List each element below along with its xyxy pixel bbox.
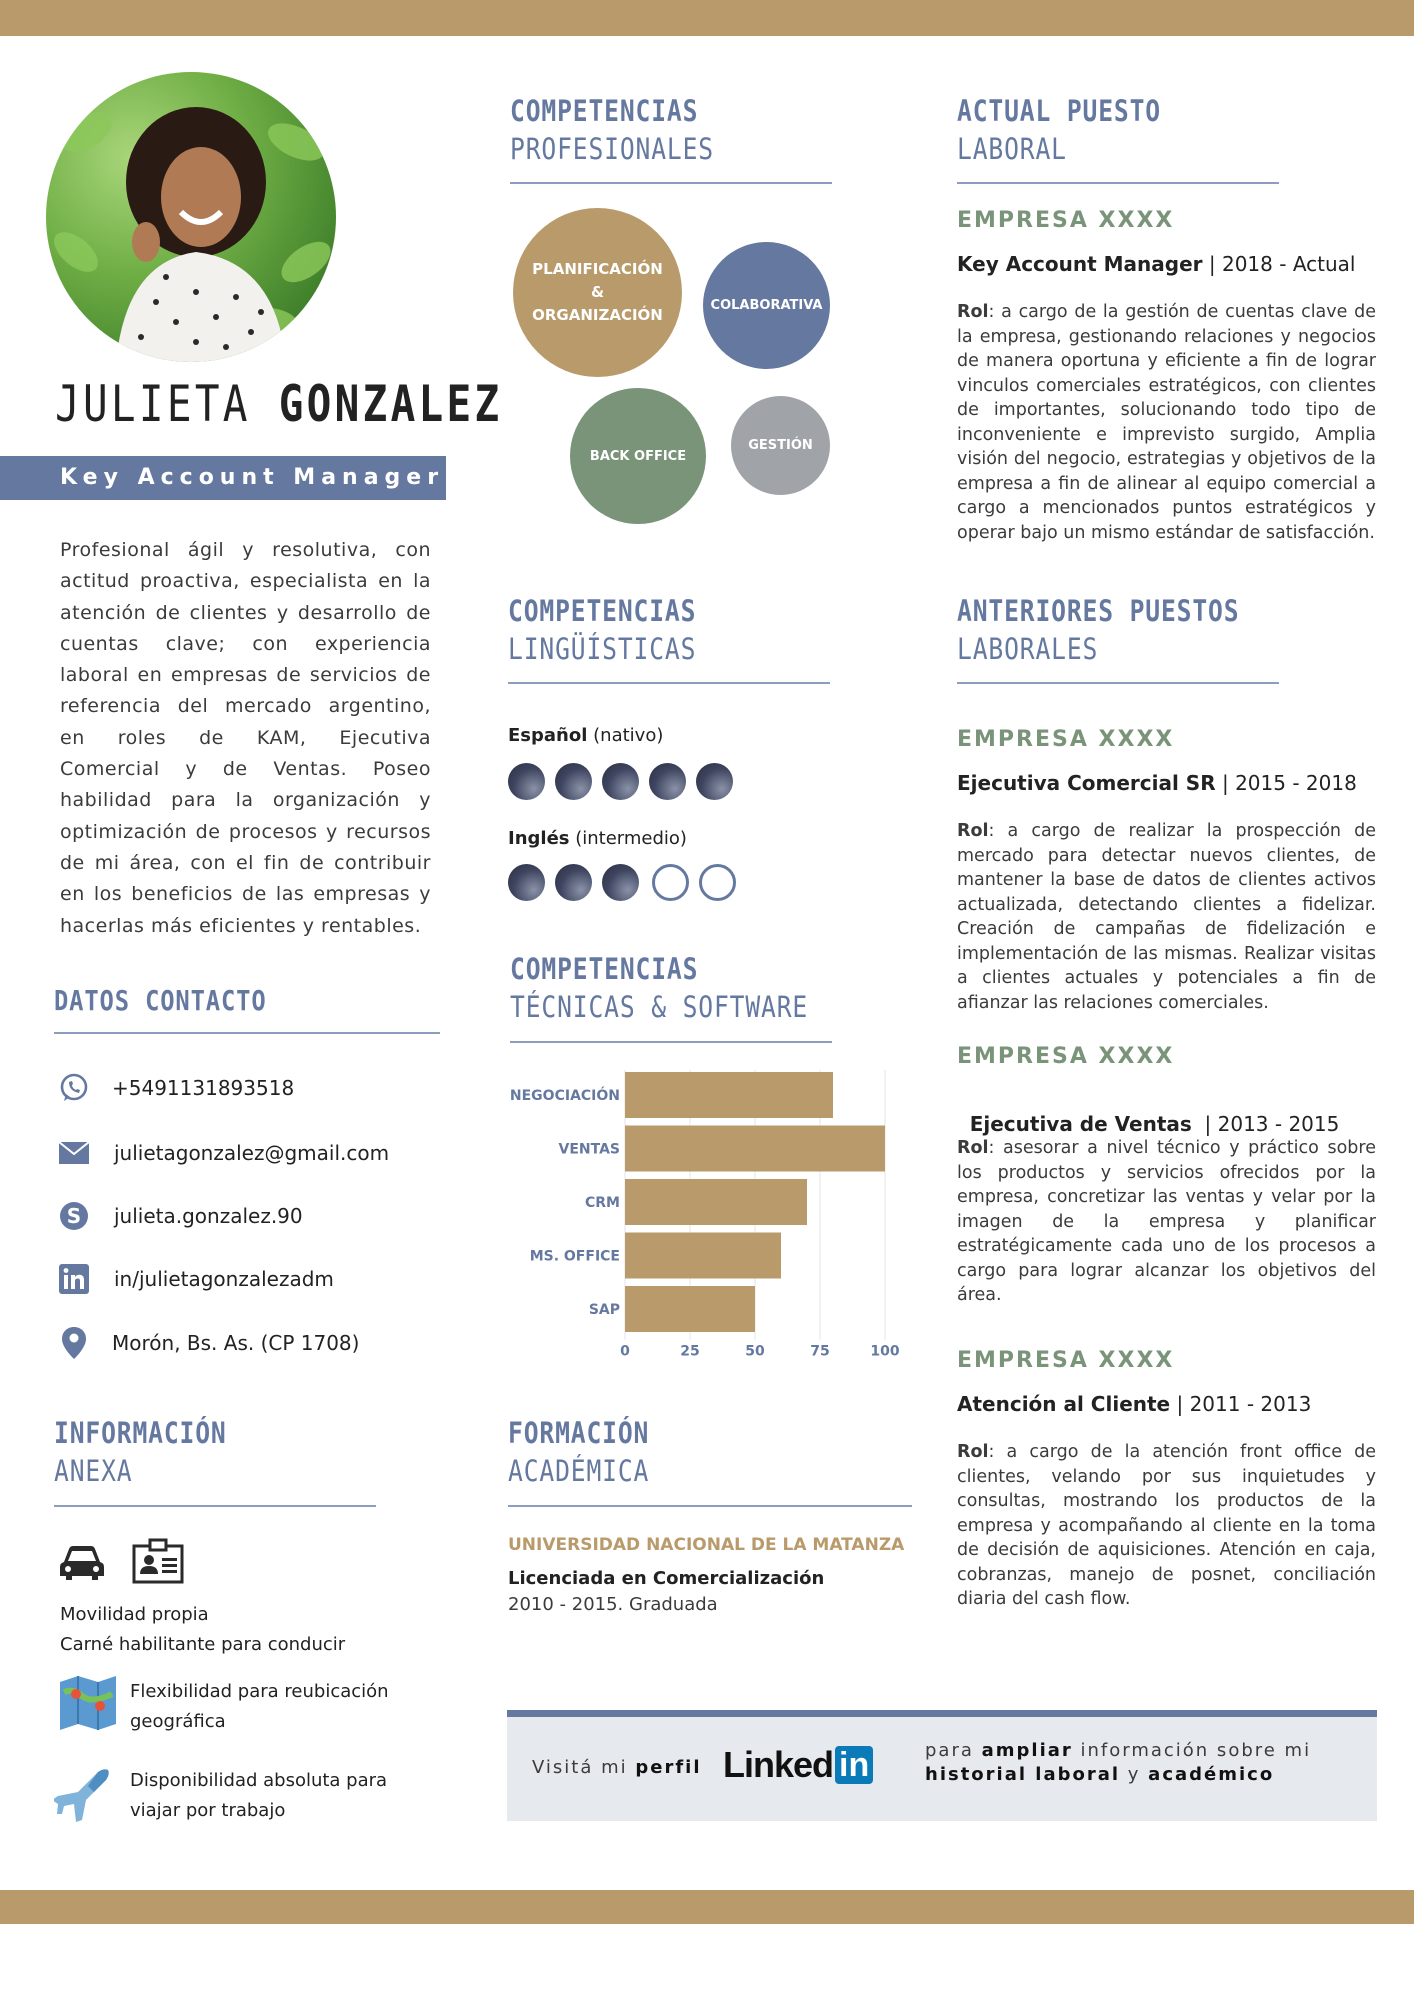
profile-summary: Profesional ágil y resolutiva, con actitud proactiva, especialista en la atención de clientes y desarrollo de cuentas clave; con experiencia laboral en empresas de servicios de referencia del mercado argentino, en roles de KAM, Ejecutiva Comercial y de Ventas. Poseo habilidad para la organización y optimización de procesos y recursos de mi área, con el fin de contribuir en los beneficios de las empresas y hacerlas más eficientes y rentables. [60, 539, 431, 937]
location-text: Morón, Bs. As. (CP 1708) [112, 1331, 360, 1355]
relocation-text: Flexibilidad para reubicación geográfica [130, 1681, 389, 1732]
language-english-label: Inglés (intermedio) [508, 828, 687, 849]
phone-text: +5491131893518 [112, 1076, 295, 1100]
bubble-gestion: GESTIÓN [731, 396, 830, 495]
previous-jobs-rule [957, 682, 1279, 684]
level-dot [555, 763, 592, 800]
chart-bar [625, 1126, 885, 1172]
contact-phone[interactable] [56, 1070, 294, 1106]
chart-bar [625, 1179, 807, 1225]
chart-bar [625, 1286, 755, 1332]
contact-rule [54, 1032, 440, 1034]
level-dot [696, 763, 733, 800]
prof-competencies-rule [510, 182, 832, 184]
license-text: Movilidad propia Carné habilitante para conducir [60, 1604, 346, 1655]
chart-tick-label: 25 [680, 1343, 700, 1360]
first-name: JULIETA [55, 375, 251, 433]
linkedin-text: in/julietagonzalezadm [114, 1267, 334, 1291]
travel-text: Disponibilidad absoluta para viajar por trabajo [130, 1770, 388, 1821]
skype-icon [56, 1198, 92, 1234]
education-title: FORMACIÓN ACADÉMICA [508, 1416, 650, 1488]
tech-rule [510, 1041, 832, 1043]
info-section-title: INFORMACIÓN ANEXA [54, 1416, 227, 1488]
current-company: EMPRESA XXXX [957, 208, 1175, 233]
current-role-description: Rol: a cargo de la gestión de cuentas clave de la empresa, gestionando relaciones y negocios de manera oportuna y eficiente a fin de lograr vinculos comerciales estratégicos, con clientes de importantes, solucionando todo tipo de inconveniente e imprevisto surgido, Amplia visión del negocio, estrategias y objetivos de la empresa a fin de alinear al equipo comercial a cargo a mencionados puntos estratégicos y operar bajo un mismo estándar de satisfacción. [957, 302, 1376, 543]
bubble-planificacion: PLANIFICACIÓN & ORGANIZACIÓN [513, 208, 682, 377]
whatsapp-icon [56, 1070, 92, 1106]
job3-company: EMPRESA XXXX [957, 1348, 1175, 1373]
chart-category-label: CRM [585, 1195, 620, 1211]
job2-company: EMPRESA XXXX [957, 1044, 1175, 1069]
job3-description: Rol: a cargo de la atención front office de clientes, velando por sus inquietudes y consultas, mostrando los productos de la empresa y acompañando al cliente en la toma de decisión de aquisiciones. Atención en caja, cobranzas, manejo de posnet, conciliación diaria del cash flow. [957, 1442, 1376, 1609]
linkedin-logo[interactable]: Linked in [723, 1745, 873, 1785]
level-dot [508, 763, 545, 800]
svg-text:S: S [66, 1204, 82, 1228]
id-card-icon [132, 1538, 184, 1584]
level-dot [649, 763, 686, 800]
contact-skype[interactable] [56, 1198, 303, 1234]
level-dot [602, 763, 639, 800]
level-dot [652, 864, 689, 901]
top-band [0, 0, 1414, 36]
chart-tick-label: 0 [620, 1343, 630, 1360]
bubble-back-office: BACK OFFICE [570, 388, 706, 524]
level-dot [555, 864, 592, 901]
contact-section-title: DATOS CONTACTO [54, 984, 267, 1017]
banner-info-text: para ampliar información sobre mi historial laboral y académico [925, 1740, 1312, 1785]
location-pin-icon [56, 1325, 92, 1361]
airplane-icon [54, 1766, 114, 1822]
profile-photo [46, 72, 336, 362]
chart-category-label: MS. OFFICE [529, 1248, 620, 1265]
job3-role: Atención al Cliente | 2011 - 2013 [957, 1392, 1312, 1416]
language-english-dots [508, 864, 746, 905]
language-spanish-dots [508, 763, 743, 804]
chart-bar [625, 1072, 833, 1118]
chart-tick-label: 75 [810, 1343, 830, 1360]
bottom-band [0, 1890, 1414, 1924]
job2-role: Ejecutiva de Ventas | 2013 - 2015 [969, 1112, 1340, 1136]
job1-description: Rol: a cargo de realizar la prospección de mercado para detectar nuevos clientes, de mantener la base de datos de clientes activos actualizada, detectando clientes a fidelizar. Creación de campañas de fidelización e implementación de las mismas. Realizar visitas a clientes actuales y potenciales a fin de afianzar las relaciones comerciales. [957, 821, 1376, 1013]
bubble-colaborativa: COLABORATIVA [703, 242, 830, 369]
last-name: GONZALEZ [278, 375, 503, 433]
skype-text: julieta.gonzalez.90 [114, 1204, 303, 1228]
contact-email[interactable] [56, 1135, 389, 1171]
chart-bar [625, 1233, 781, 1279]
current-job-rule [957, 182, 1279, 184]
linkedin-banner[interactable] [507, 1710, 1377, 1821]
chart-category-label: VENTAS [558, 1141, 620, 1158]
info-rule [54, 1505, 376, 1507]
current-job-title: ACTUAL PUESTO LABORAL [957, 94, 1161, 166]
chart-tick-label: 50 [745, 1343, 765, 1360]
language-spanish-label: Español (nativo) [508, 725, 664, 746]
contact-linkedin[interactable] [56, 1261, 334, 1297]
level-dot [508, 864, 545, 901]
banner-visit-text: Visitá mi perfil [532, 1757, 702, 1778]
job-title: Key Account Manager [60, 465, 445, 490]
tech-competencies-title: COMPETENCIAS TÉCNICAS & SOFTWARE [510, 952, 809, 1024]
level-dot [602, 864, 639, 901]
job1-role: Ejecutiva Comercial SR | 2015 - 2018 [957, 771, 1357, 795]
chart-tick-label: 100 [870, 1343, 900, 1360]
prof-competencies-title: COMPETENCIAS PROFESIONALES [510, 94, 714, 166]
job2-description: Rol: asesorar a nivel técnico y práctico sobre los productos y servicios ofrecidos por la empresa, concretizar las ventas y velar por la imagen de la empresa y planificar estratégicamente cada uno de los procesos a cargo para lograr alcanzar los objetivos del área. [957, 1138, 1376, 1305]
email-text: julietagonzalez@gmail.com [114, 1141, 390, 1165]
current-role: Key Account Manager | 2018 - Actual [957, 252, 1356, 276]
contact-location[interactable] [56, 1325, 359, 1361]
degree-period: 2010 - 2015. Graduada [508, 1594, 718, 1615]
language-rule [508, 682, 830, 684]
tech-skills-chart [500, 1060, 920, 1360]
previous-jobs-title: ANTERIORES PUESTOS LABORALES [957, 594, 1240, 666]
email-icon [56, 1135, 92, 1171]
map-icon [58, 1674, 118, 1732]
linkedin-icon [56, 1261, 92, 1297]
job1-company: EMPRESA XXXX [957, 727, 1175, 752]
chart-category-label: NEGOCIACIÓN [509, 1088, 620, 1104]
chart-category-label: SAP [588, 1302, 620, 1318]
car-icon [58, 1540, 106, 1582]
university-name: UNIVERSIDAD NACIONAL DE LA MATANZA [508, 1535, 905, 1555]
degree-name: Licenciada en Comercialización [508, 1568, 825, 1589]
language-competencies-title: COMPETENCIAS LINGÜÍSTICAS [508, 594, 697, 666]
full-name [55, 374, 503, 434]
level-dot [699, 864, 736, 901]
education-rule [508, 1505, 912, 1507]
